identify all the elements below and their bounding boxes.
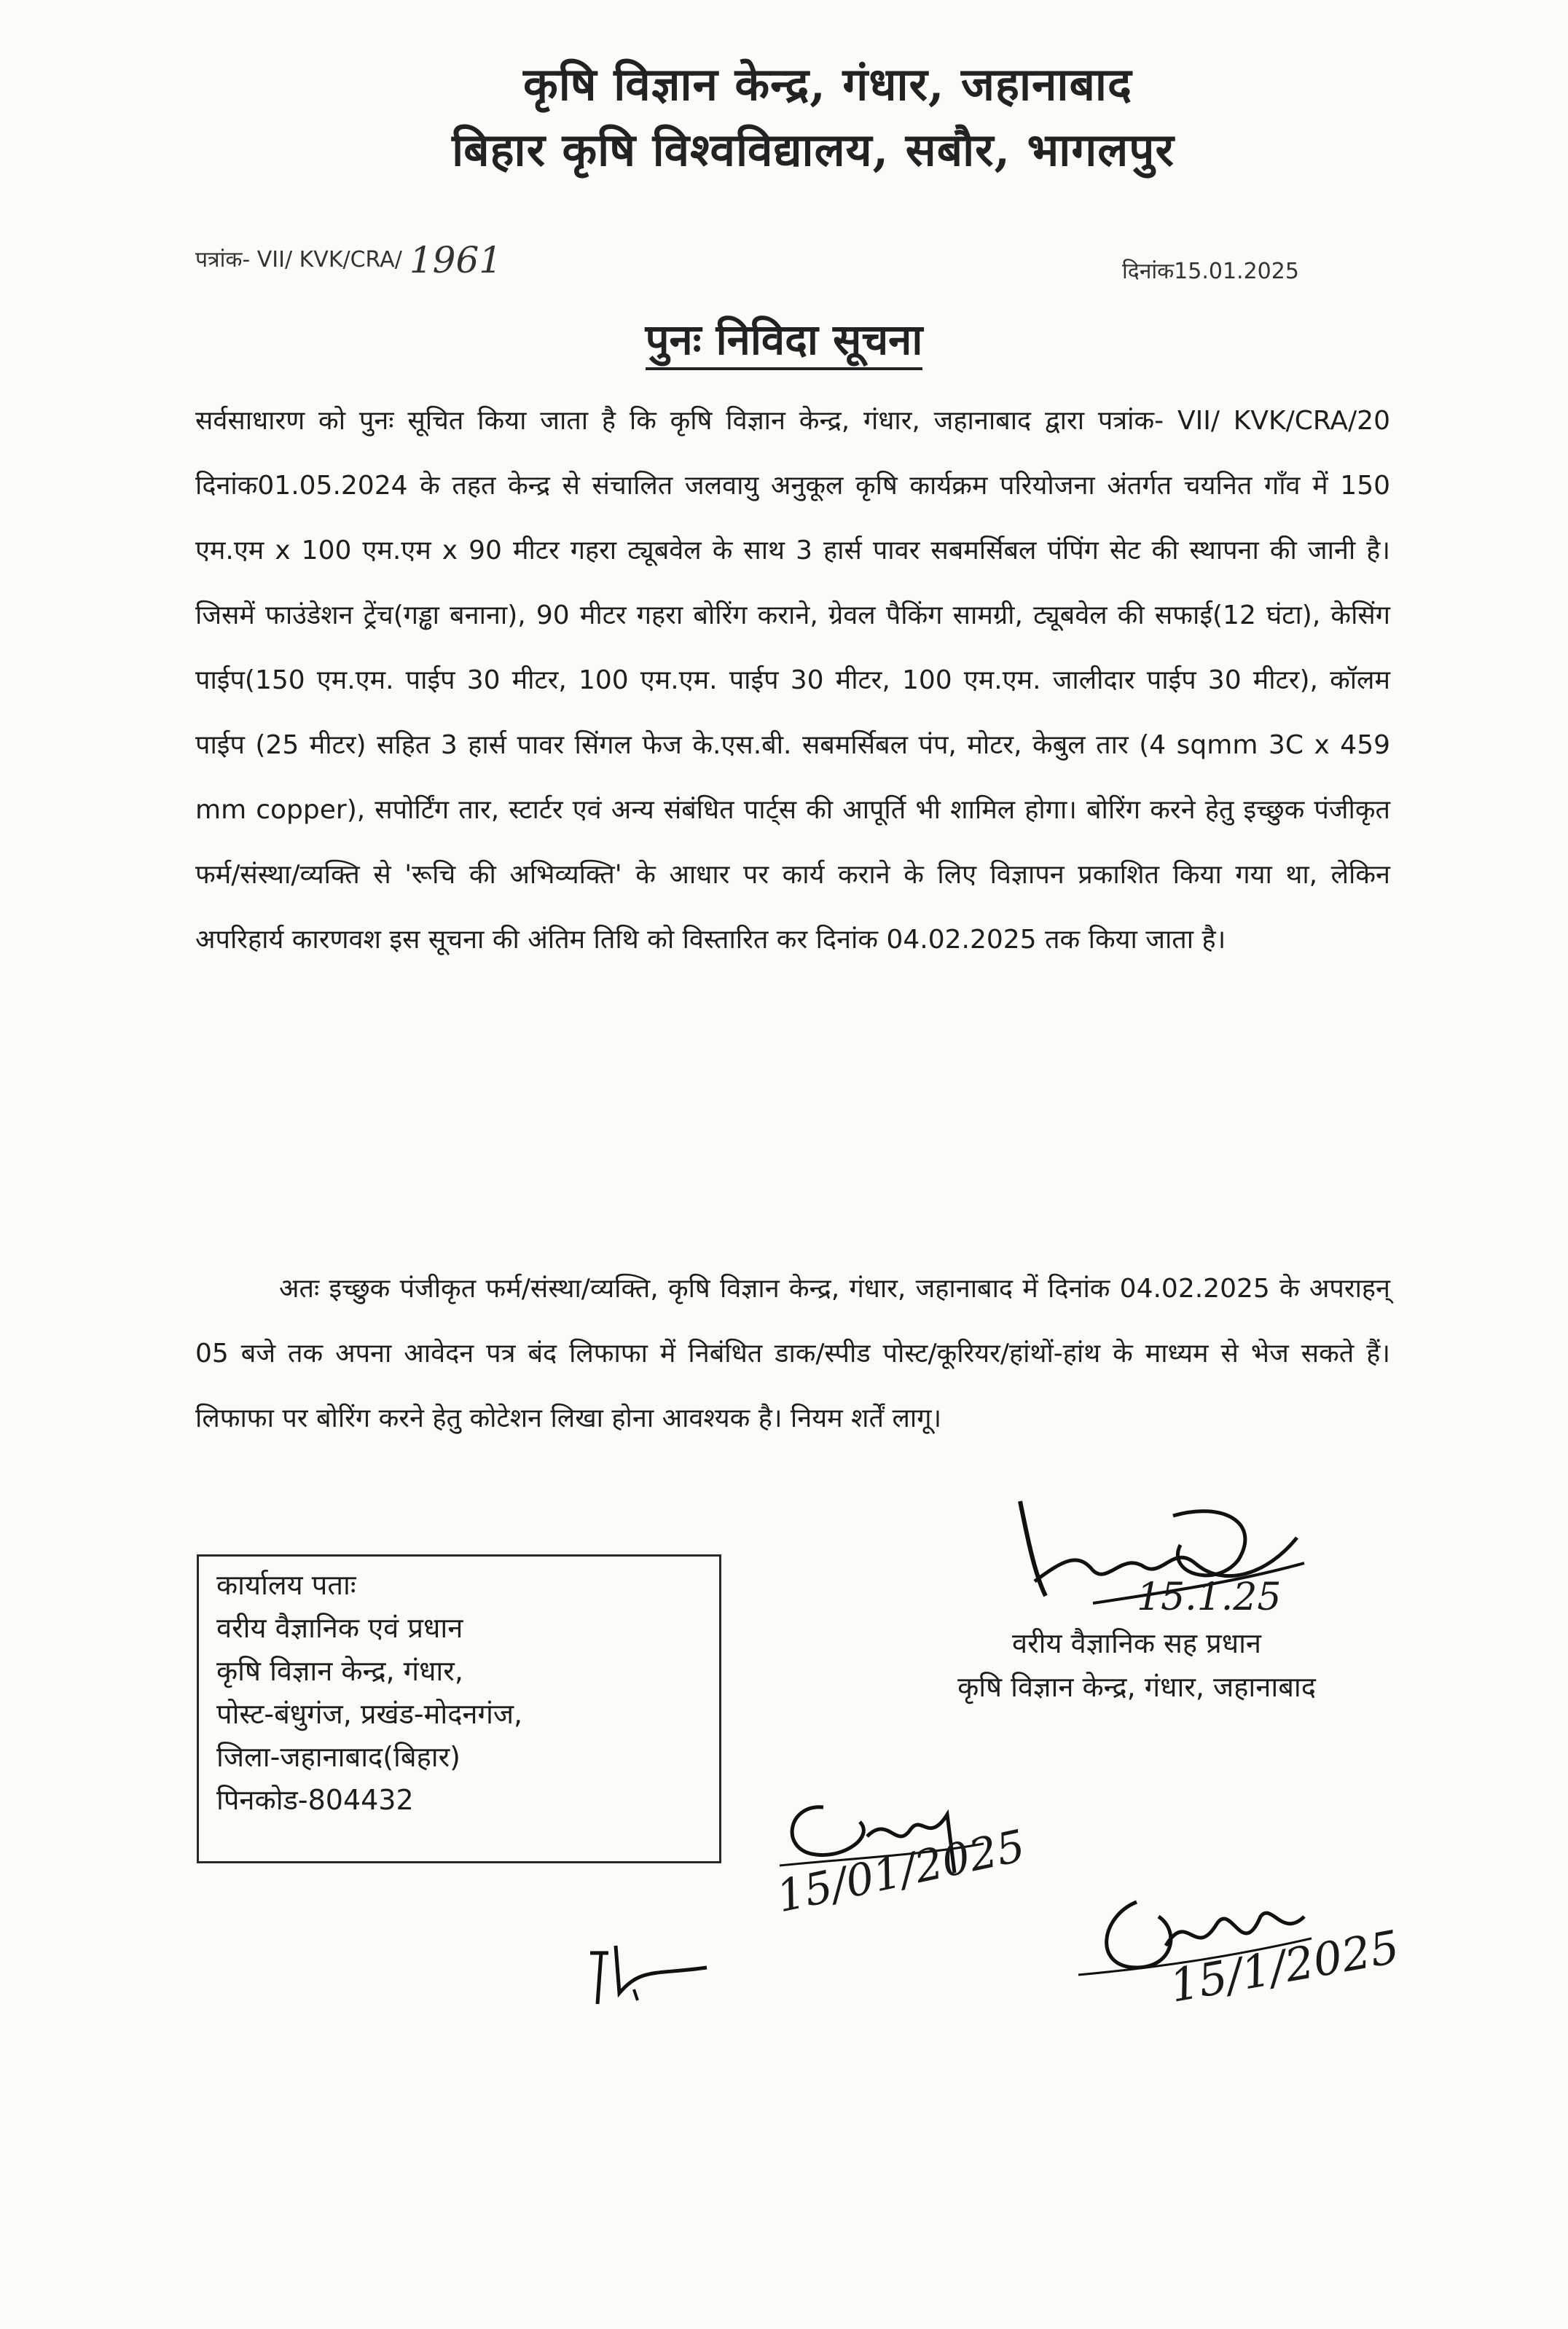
- header-institution: कृषि विज्ञान केन्द्र, गंधार, जहानाबाद: [523, 58, 1132, 111]
- endorsement-date-1: 15/01/2025: [772, 1820, 1030, 1923]
- signatory-designation: वरीय वैज्ञानिक सह प्रधान: [1011, 1627, 1262, 1659]
- notice-title-text: पुनः निविदा सूचना: [646, 315, 923, 370]
- reference-handwritten-number: 1961: [409, 239, 503, 281]
- body-paragraph-2: अतः इच्छुक पंजीकृत फर्म/संस्था/व्यक्ति, कृषि विज्ञान केन्द्र, गंधार, जहानाबाद में दिनांक 04.02.2025 के अपराहन् 05 बजे तक अपना आवेदन पत्र बंद लिफाफा में निबंधित डाक/स्पीड पोस्ट/कूरियर/हांथों-हांथ के माध्यम से भेज सकते हैं। लिफाफा पर बोरिंग करने हेतु कोटेशन लिखा होना आवश्यक है। नियम शर्तें लागू।: [195, 1274, 1390, 1433]
- initials-signature: [576, 1924, 721, 2011]
- signatory-block: [860, 1621, 1414, 1709]
- office-address-line: पोस्ट-बंधुगंज, प्रखंड-मोदनगंज,: [216, 1698, 523, 1730]
- signatory-office: कृषि विज्ञान केन्द्र, गंधार, जहानाबाद: [957, 1671, 1316, 1703]
- office-address-line: जिला-जहानाबाद(बिहार): [216, 1741, 460, 1773]
- office-address-line: पिनकोड-804432: [216, 1784, 414, 1816]
- endorsement-date-2: 15/1/2025: [1166, 1919, 1403, 2013]
- office-address-box: [197, 1554, 721, 1863]
- issue-date: दिनांक15.01.2025: [1122, 259, 1299, 284]
- office-address-line: कृषि विज्ञान केन्द्र, गंधार,: [216, 1655, 463, 1687]
- office-address-line: वरीय वैज्ञानिक एवं प्रधान: [216, 1612, 463, 1644]
- reference-label: पत्रांक- VII/ KVK/CRA/: [195, 247, 402, 273]
- notice-title: [0, 309, 1568, 367]
- reference-number: [195, 233, 503, 281]
- body-paragraph-1: सर्वसाधारण को पुनः सूचित किया जाता है कि कृषि विज्ञान केन्द्र, गंधार, जहानाबाद द्वारा पत्रांक- VII/ KVK/CRA/20 दिनांक01.05.2024 के तहत केन्द्र से संचालित जलवायु अनुकूल कृषि कार्यक्रम परियोजना अंतर्गत चयनित गाँव में 150 एम.एम x 100 एम.एम x 90 मीटर गहरा ट्यूबवेल के साथ 3 हार्स पावर सबमर्सिबल पंपिंग सेट की स्थापना की जानी है। जिसमें फाउंडेशन ट्रेंच(गड्ढा बनाना), 90 मीटर गहरा बोरिंग कराने, ग्रेवल पैकिंग सामग्री, ट्यूबवेल की सफाई(12 घंटा), केसिंग पाईप(150 एम.एम. पाईप 30 मीटर, 100 एम.एम. पाईप 30 मीटर, 100 एम.एम. जालीदार पाईप 30 मीटर), कॉलम पाईप (25 मीटर) सहित 3 हार्स पावर सिंगल फेज के.एस.बी. सबमर्सिबल पंप, मोटर, केबुल तार (4 sqmm 3C x 459 mm copper), सपोर्टिंग तार, स्टार्टर एवं अन्य संबंधित पार्ट्स की आपूर्ति भी शामिल होगा। बोरिंग करने हेतु इच्छुक पंजीकृत फर्म/संस्था/व्यक्ति से 'रूचि की अभिव्यक्ति' के आधार पर कार्य कराने के लिए विज्ञापन प्रकाशित किया गया था, लेकिन अपरिहार्य कारणवश इस सूचना की अंतिम तिथि को विस्तारित कर दिनांक 04.02.2025 तक किया जाता है।: [195, 406, 1390, 955]
- header-university: बिहार कृषि विश्वविद्यालय, सबौर, भागलपुर: [452, 123, 1175, 176]
- signatory-signed-date: 15.1.25: [1137, 1576, 1282, 1619]
- office-address-heading: कार्यालय पताः: [216, 1569, 356, 1601]
